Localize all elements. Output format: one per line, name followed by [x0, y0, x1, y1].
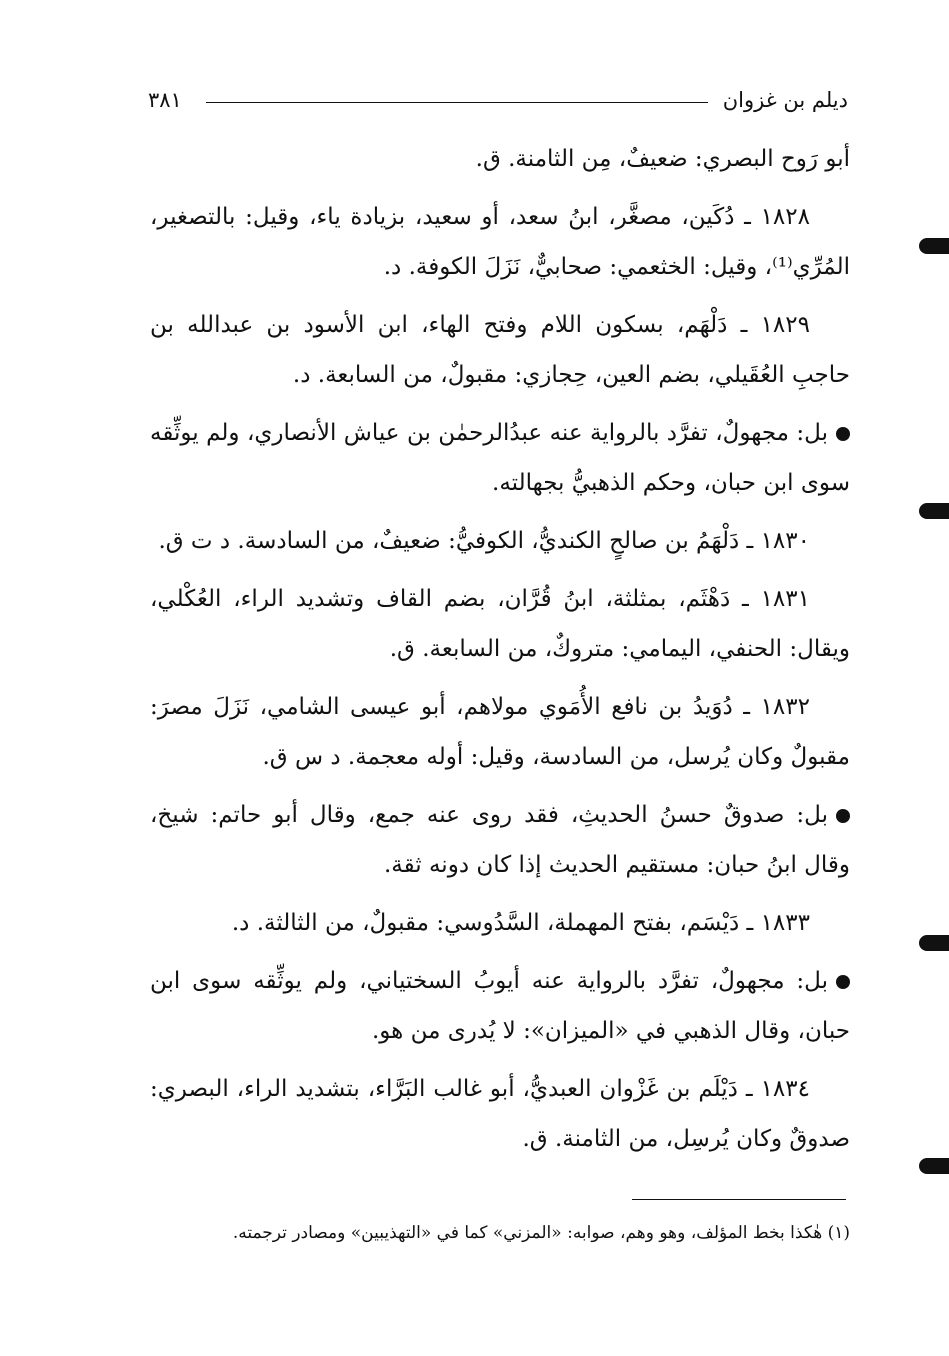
entry-1829: [150, 300, 850, 400]
paragraph-text: أبو رَوح البصري: ضعيفٌ، مِن الثامنة. ق.: [475, 146, 850, 172]
bullet-icon: [836, 427, 850, 441]
paragraph-text: بل: مجهولٌ، تفرَّد بالرواية عنه أيوبُ السختياني، ولم يوثِّقه سوى ابن حبان، وقال الذهبي في «الميزان»: لا يُدرى من هو.: [150, 968, 850, 1044]
annotation-1833: [150, 956, 850, 1056]
entry-1830: [150, 516, 850, 566]
page-edge-mark: [919, 503, 949, 519]
footnote: (١) هٰكذا بخط المؤلف، وهو وهم، صوابه: «المزني» كما في «التهذيبين» ومصادر ترجمته.: [232, 1223, 850, 1243]
paragraph-text: ١٨٣١ ـ دَهْثَم، بمثلثة، ابنُ قُرَّان، بضم القاف وتشديد الراء، العُكْلي، ويقال: الحنفي، اليمامي: متروكٌ، من السابعة. ق.: [150, 586, 850, 662]
main-text: [150, 134, 850, 1172]
header-title: ديلم بن غزوان: [722, 88, 848, 112]
header-rule: [206, 102, 708, 103]
entry-1828: [150, 192, 850, 292]
paragraph-text: ١٨٣٤ ـ دَيْلَم بن غَزْوان العبديُّ، أبو غالب البَرَّاء، بتشديد الراء، البصري: صدوقٌ وكان يُرسِل، من الثامنة. ق.: [150, 1076, 850, 1152]
paragraph-text: ١٨٢٩ ـ دَلْهَم، بسكون اللام وفتح الهاء، ابن الأسود بن عبدالله بن حاجبِ العُقَيلي، بضم العين، حِجازي: مقبولٌ، من السابعة. د.: [150, 312, 850, 388]
paragraph-text: ١٨٣٣ ـ دَيْسَم، بفتح المهملة، السَّدُوسي: مقبولٌ، من الثالثة. د.: [231, 910, 810, 936]
page-edge-mark: [919, 935, 949, 951]
page-edge-mark: [919, 1158, 949, 1174]
annotation-1832: [150, 790, 850, 890]
bullet-icon: [836, 809, 850, 823]
paragraph-text: ١٨٣٠ ـ دَلْهَمُ بن صالحٍ الكنديُّ، الكوفيُّ: ضعيفٌ، من السادسة. د ت ق.: [158, 528, 810, 554]
entry-1834: [150, 1064, 850, 1164]
paragraph-text: بل: مجهولٌ، تفرَّد بالرواية عنه عبدُالرحمٰن بن عياش الأنصاري، ولم يوثِّقه سوى ابن حبان، وحكم الذهبيُّ بجهالته.: [150, 420, 850, 496]
page-edge-mark: [919, 238, 949, 254]
annotation-1829: [150, 408, 850, 508]
paragraph-text: بل: صدوقٌ حسنُ الحديثِ، فقد روى عنه جمع، وقال أبو حاتم: شيخ، وقال ابنُ حبان: مستقيم الحديث إذا كان دونه ثقة.: [150, 802, 850, 878]
running-header: [148, 84, 848, 120]
entry-1832: [150, 682, 850, 782]
paragraph-continuation: [150, 134, 850, 184]
page-number: ٣٨١: [148, 88, 182, 112]
bullet-icon: [836, 975, 850, 989]
entry-1831: [150, 574, 850, 674]
entry-1833: [150, 898, 850, 948]
paragraph-text: ١٨٣٢ ـ دُوَيدُ بن نافع الأُمَوي مولاهم، أبو عيسى الشامي، نَزَلَ مصرَ: مقبولٌ وكان يُرسل، من السادسة، وقيل: أوله معجمة. د س ق.: [150, 694, 850, 770]
footnote-rule: [632, 1199, 846, 1200]
paragraph-text: ١٨٢٨ ـ دُكَين، مصغَّر، ابنُ سعد، أو سعيد، بزيادة ياء، وقيل: بالتصغير، المُرِّي⁽¹⁾، وقيل: الخثعمي: صحابيٌّ، نَزَلَ الكوفة. د.: [150, 204, 850, 280]
